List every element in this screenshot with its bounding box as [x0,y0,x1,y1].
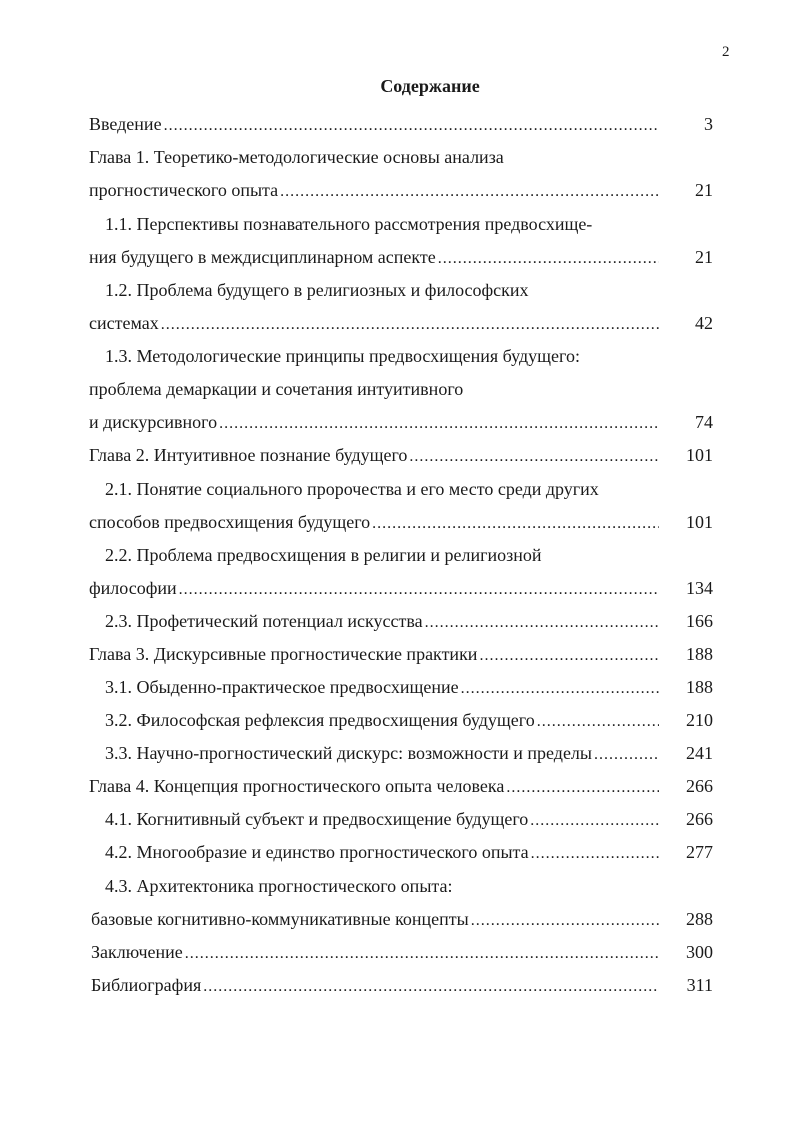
toc-entry [105,210,592,238]
toc-entry-text: Глава 3. Дискурсивные прогностические практики [89,644,478,664]
toc-entry [89,640,713,668]
dot-leader [461,675,659,703]
dot-leader [537,708,659,736]
toc-entry-page: 101 [686,512,713,532]
toc-entry [91,971,713,999]
toc-entry-text: 4.3. Архитектоника прогностического опыта: [105,876,453,896]
dot-leader [425,609,659,637]
toc-entry-page: 266 [686,776,713,796]
toc-entry-page: 288 [686,909,713,929]
toc-entry [105,607,713,635]
toc-entry-text: 1.2. Проблема будущего в религиозных и философских [105,280,529,300]
toc-entry-page: 210 [686,710,713,730]
dot-leader [161,311,659,339]
toc-entry-text: проблема демаркации и сочетания интуитивного [89,379,464,399]
dot-leader [471,907,659,935]
dot-leader [479,642,659,670]
toc-entry [105,342,580,370]
toc-entry-page: 300 [686,942,713,962]
toc-entry-page: 42 [695,313,713,333]
toc-entry-page: 241 [686,743,713,763]
toc-entry [105,541,541,569]
dot-leader [372,510,659,538]
toc-entry [105,805,713,833]
toc-entry-page: 74 [695,412,713,432]
toc-entry-text: 3.2. Философская рефлексия предвосхищения будущего [105,710,535,730]
toc-entry-text: 4.1. Когнитивный субъект и предвосхищение будущего [105,809,529,829]
toc-entry-page: 3 [704,114,713,134]
toc-entry [89,441,713,469]
toc-entry-text: прогностического опыта [89,180,279,200]
toc-entry-page: 277 [686,842,713,862]
toc-entry-page: 21 [695,180,713,200]
toc-entry-text: 1.1. Перспективы познавательного рассмотрения предвосхище- [105,214,593,234]
toc-entry-text: философии [89,578,177,598]
dot-leader [179,576,659,604]
toc-entry [105,872,452,900]
toc-entry-page: 134 [686,578,713,598]
toc-entry-text: способов предвосхищения будущего [89,512,371,532]
toc-entry [105,673,713,701]
toc-entry [89,309,713,337]
toc-entry-text: 2.2. Проблема предвосхищения в религии и религиозной [105,545,542,565]
dot-leader [438,245,659,273]
toc-entry [91,938,713,966]
toc-entry-page: 166 [686,611,713,631]
toc-entry-text: Глава 2. Интуитивное познание будущего [89,445,408,465]
toc-entry [89,508,713,536]
toc-entry-page: 188 [686,677,713,697]
toc-entry [105,706,713,734]
toc-entry [105,739,713,767]
toc-entry-page: 188 [686,644,713,664]
toc-entry [89,143,504,171]
toc-entry-text: 3.3. Научно-прогностический дискурс: возможности и пределы [105,743,593,763]
toc-entry [91,905,713,933]
toc-entry [89,110,713,138]
toc-entry-text: 2.1. Понятие социального пророчества и его место среди других [105,479,599,499]
page-number: 2 [722,44,730,60]
dot-leader [530,807,659,835]
toc-entry-text: базовые когнитивно-коммуникативные концепты [91,909,469,929]
toc-entry [89,574,713,602]
toc-entry-page: 21 [695,247,713,267]
dot-leader [506,774,659,802]
toc-entry [89,772,713,800]
toc-entry-text: системах [89,313,159,333]
dot-leader [594,741,659,769]
toc-entry-text: Глава 4. Концепция прогностического опыта человека [89,776,505,796]
dot-leader [219,410,659,438]
toc-entry-text: Заключение [91,942,183,962]
toc-entry-text: Библиография [91,975,202,995]
toc-entry-page: 266 [686,809,713,829]
dot-leader [409,443,659,471]
dot-leader [164,112,659,140]
dot-leader [531,840,659,868]
toc-entry [89,375,463,403]
toc-entry-text: Глава 1. Теоретико-методологические основы анализа [89,147,504,167]
dot-leader [280,178,659,206]
toc-entry-text: Введение [89,114,162,134]
toc-entry-page: 311 [686,975,713,995]
toc-entry [105,475,599,503]
toc-entry-text: 4.2. Многообразие и единство прогностического опыта [105,842,529,862]
toc-entry-text: 3.1. Обыденно-практическое предвосхищение [105,677,459,697]
toc-entry [89,243,713,271]
toc-entry [89,176,713,204]
dot-leader [203,973,659,1001]
toc-title: Содержание [380,76,480,96]
toc-entry [89,408,713,436]
toc-entry [105,838,713,866]
toc-entry-text: и дискурсивного [89,412,218,432]
dot-leader [185,940,659,968]
toc-entry-text: ния будущего в междисциплинарном аспекте [89,247,436,267]
toc-entry-text: 1.3. Методологические принципы предвосхищения будущего: [105,346,580,366]
toc-entry-text: 2.3. Профетический потенциал искусства [105,611,423,631]
toc-entry-page: 101 [686,445,713,465]
toc-entry [105,276,529,304]
